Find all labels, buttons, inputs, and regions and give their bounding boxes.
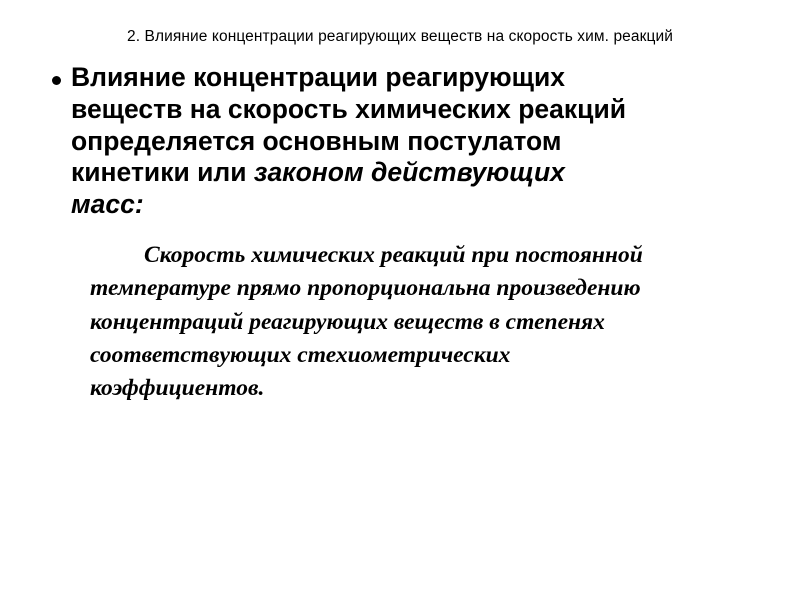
bullet-text xyxy=(71,62,631,221)
bullet-dot-icon xyxy=(52,76,61,85)
slide-body xyxy=(52,62,752,406)
definition-paragraph: Скорость химических реакций при постоянной температуре прямо пропорциональна произведению концентраций реагирующих веществ в степенях соответствующих стехиометрических коэффициентов. xyxy=(90,241,643,402)
list-item xyxy=(52,62,752,221)
bullet-text-main: Влияние концентрации реагирующих веществ на скорость химических реакций определяется основным постулатом кинетики или xyxy=(71,62,627,188)
bullet-text-emphasis: законом действующих масс: xyxy=(71,157,565,220)
page-title: 2. Влияние концентрации реагирующих веществ на скорость хим. реакций xyxy=(127,28,673,45)
